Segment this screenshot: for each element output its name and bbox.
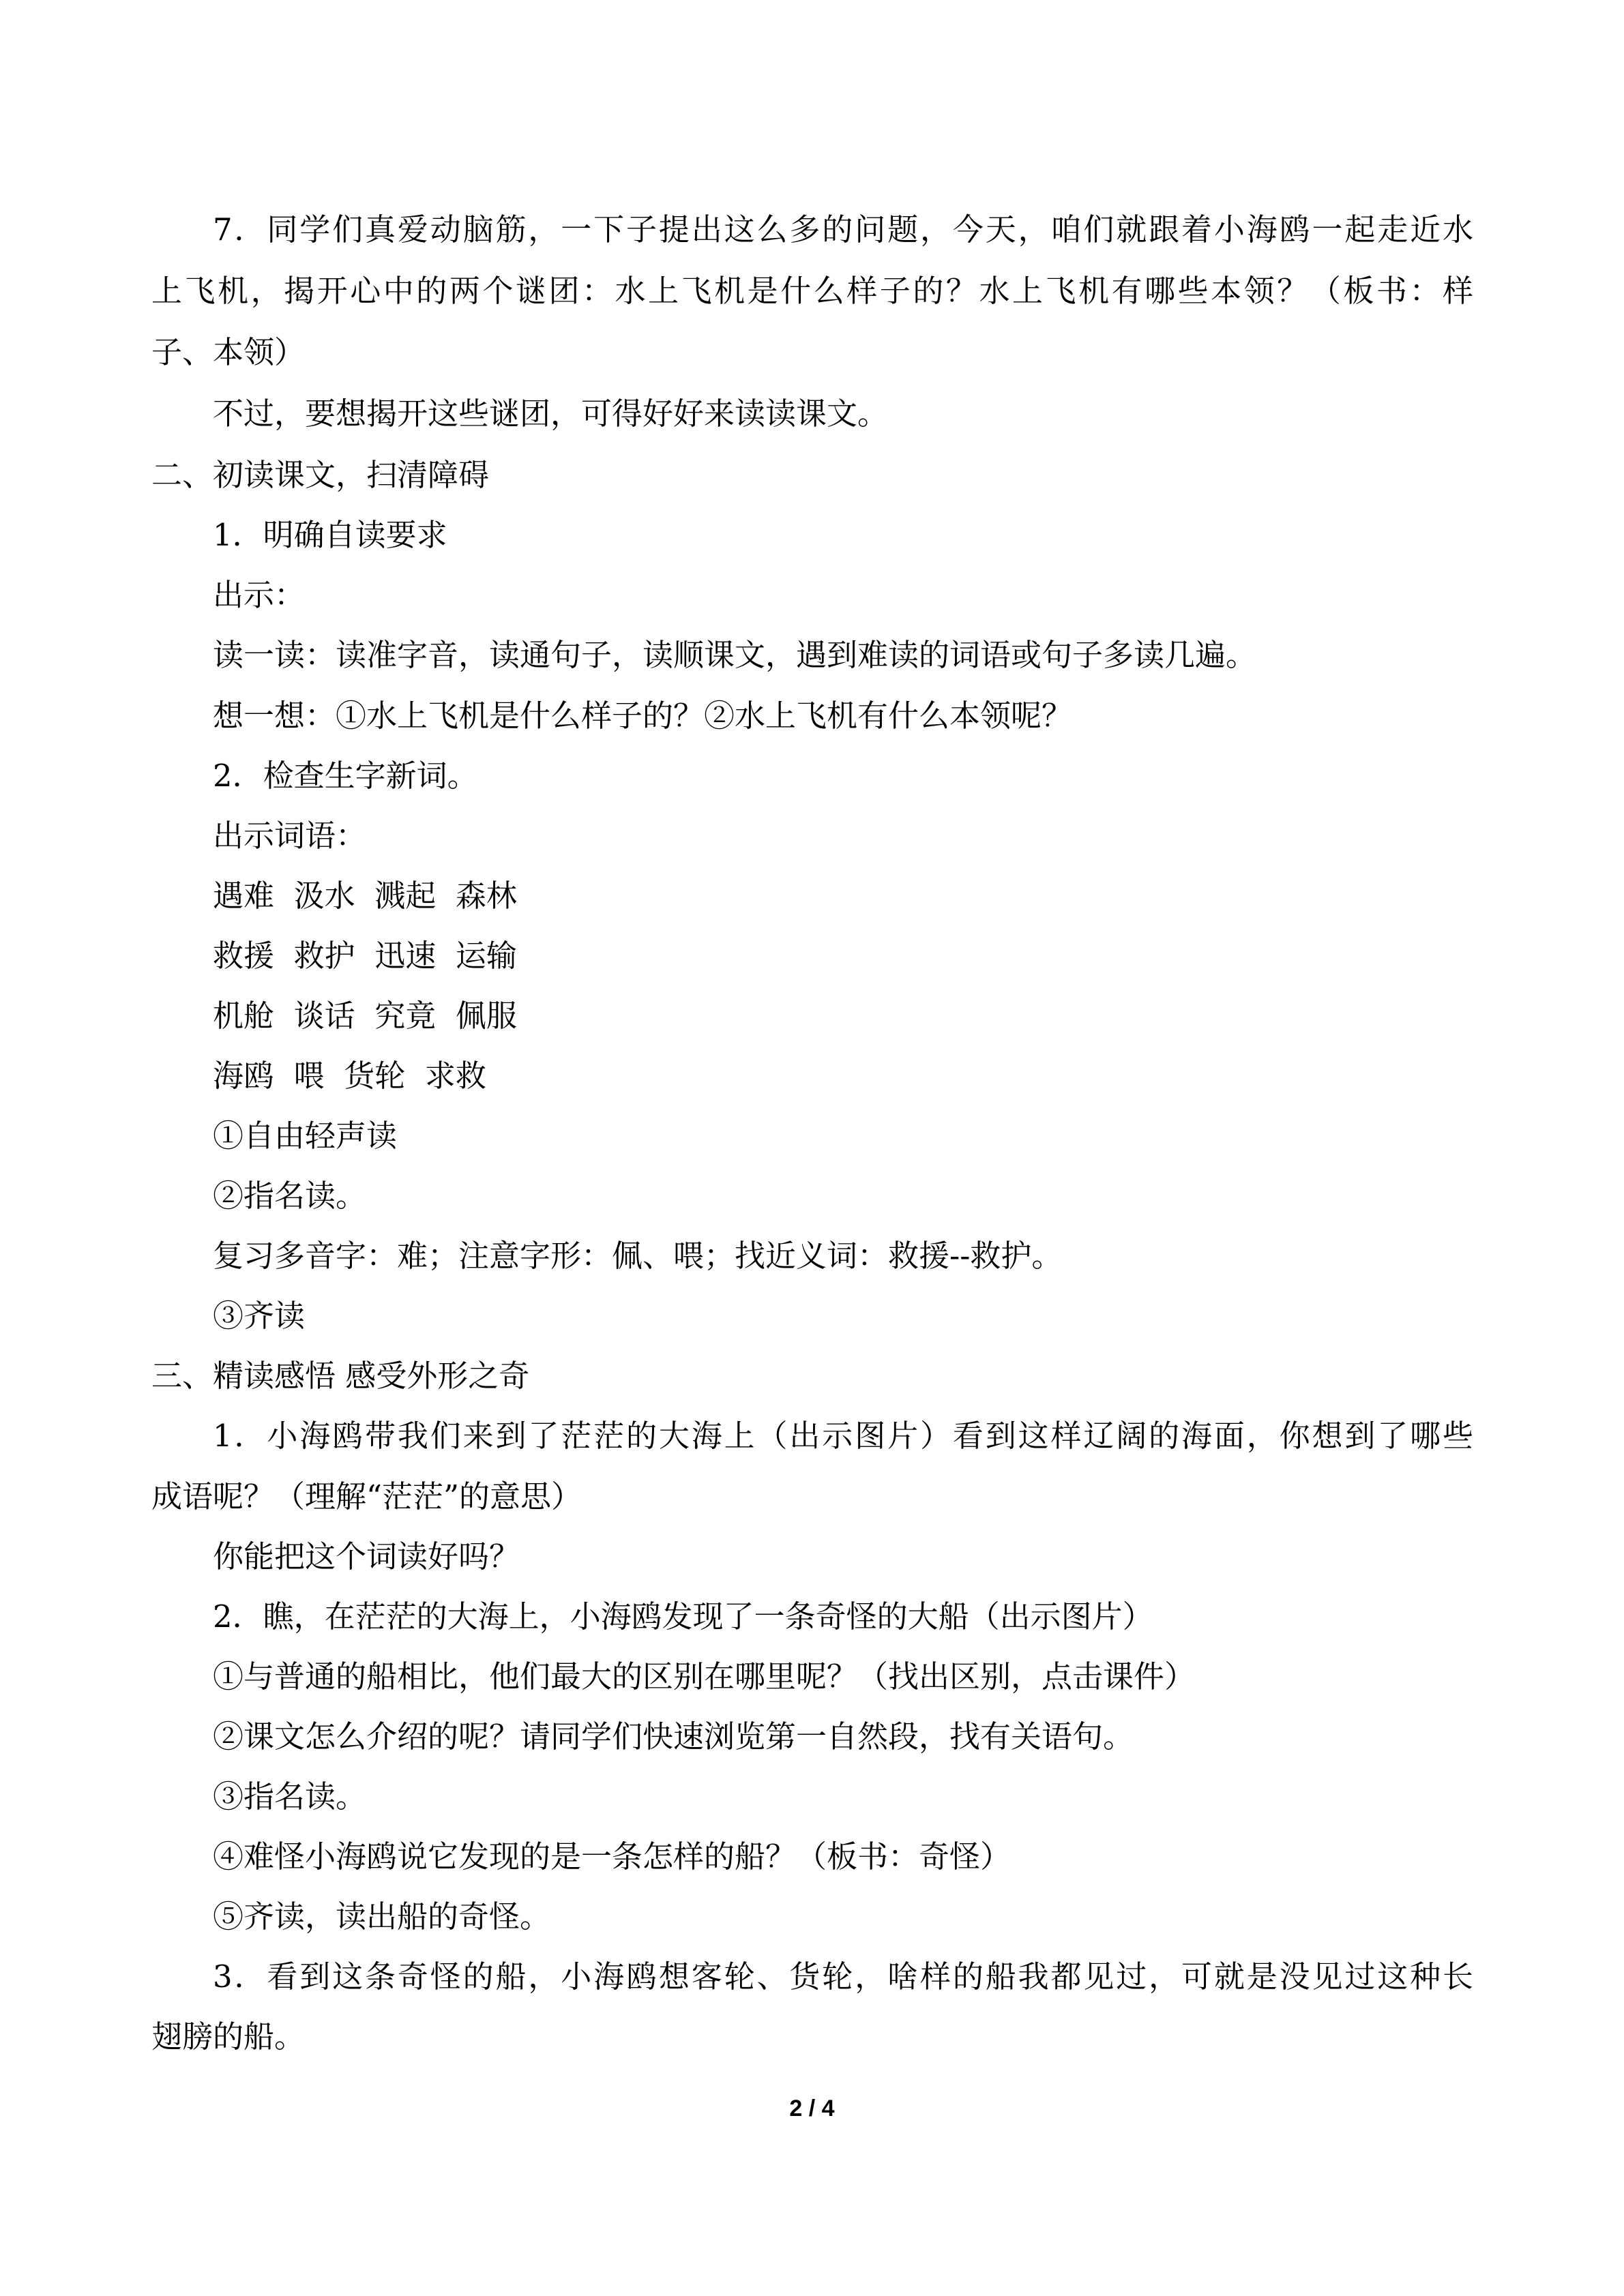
paragraph-line: 2．瞧，在茫茫的大海上，小海鸥发现了一条奇怪的大船（出示图片） <box>213 1598 1153 1635</box>
list-item: ①自由轻声读 <box>213 1118 398 1154</box>
list-item: ②指名读。 <box>213 1178 367 1214</box>
vocabulary-row: 救援 救护 迅速 运输 <box>213 938 517 974</box>
paragraph-line: 3．看到这条奇怪的船，小海鸥想客轮、货轮，啥样的船我都见过，可就是没见过这种长 <box>213 1958 1473 1995</box>
paragraph-line: 上飞机，揭开心中的两个谜团：水上飞机是什么样子的？水上飞机有哪些本领？（板书：样 <box>151 273 1473 309</box>
subsection-heading: 1．明确自读要求 <box>213 517 447 553</box>
list-item: ④难怪小海鸥说它发现的是一条怎样的船？（板书：奇怪） <box>213 1838 1012 1875</box>
vocabulary-row: 海鸥 喂 货轮 求救 <box>213 1058 486 1094</box>
paragraph-line: 成语呢？（理解“茫茫”的意思） <box>151 1478 582 1515</box>
paragraph-line: 子、本领） <box>151 334 306 370</box>
subsection-heading: 2．检查生字新词。 <box>213 758 478 794</box>
vocabulary-row: 遇难 汲水 溅起 森林 <box>213 878 517 914</box>
paragraph-line: 复习多音字：难；注意字形：佩、喂；找近义词：救援--救护。 <box>213 1238 1063 1274</box>
paragraph-line: 7．同学们真爱动脑筋，一下子提出这么多的问题，今天，咱们就跟着小海鸥一起走近水 <box>213 211 1473 248</box>
paragraph-line: 你能把这个词读好吗？ <box>213 1538 520 1575</box>
paragraph-line: 想一想：①水上飞机是什么样子的？②水上飞机有什么本领呢？ <box>213 698 1073 734</box>
paragraph-line: 不过，要想揭开这些谜团，可得好好来读读课文。 <box>213 396 889 432</box>
paragraph-line: 出示： <box>213 577 306 613</box>
list-item: ⑤齐读，读出船的奇怪。 <box>213 1898 551 1935</box>
section-heading: 三、精读感悟 感受外形之奇 <box>151 1358 530 1394</box>
list-item: ③齐读 <box>213 1298 306 1334</box>
paragraph-line: 出示词语： <box>213 818 367 854</box>
page-number: 2 / 4 <box>789 2096 835 2121</box>
vocabulary-row: 机舱 谈话 究竟 佩服 <box>213 998 517 1034</box>
list-item: ③指名读。 <box>213 1778 367 1815</box>
list-item: ①与普通的船相比，他们最大的区别在哪里呢？（找出区别，点击课件） <box>213 1658 1196 1695</box>
paragraph-line: 翅膀的船。 <box>151 2018 306 2055</box>
list-item: ②课文怎么介绍的呢？请同学们快速浏览第一自然段，找有关语句。 <box>213 1718 1134 1755</box>
paragraph-line: 读一读：读准字音，读通句子，读顺课文，遇到难读的词语或句子多读几遍。 <box>213 637 1257 673</box>
paragraph-line: 1．小海鸥带我们来到了茫茫的大海上（出示图片）看到这样辽阔的海面，你想到了哪些 <box>213 1418 1473 1454</box>
section-heading: 二、初读课文，扫清障碍 <box>151 457 490 493</box>
